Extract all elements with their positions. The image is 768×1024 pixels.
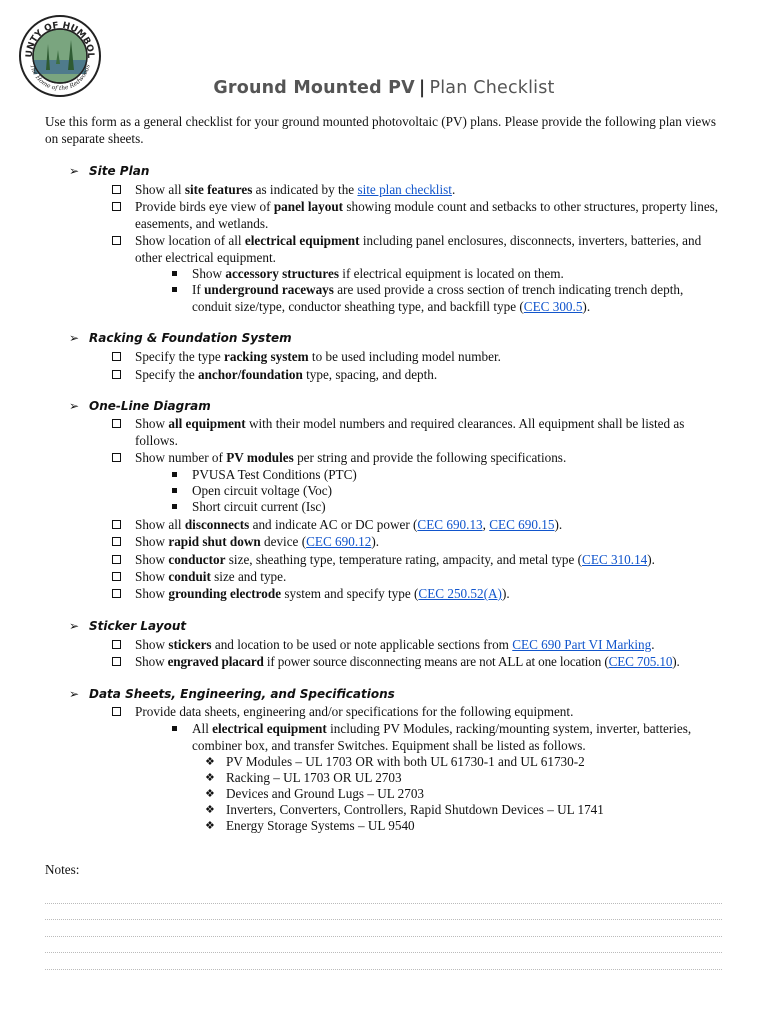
item-text: as indicated by the (252, 182, 358, 197)
diamond-bullet-icon: ❖ (205, 804, 215, 816)
section-data-sheets (69, 687, 395, 701)
checklist-item (112, 552, 724, 569)
title-separator: | (418, 78, 426, 98)
cec-310-14-link[interactable]: CEC 310.14 (582, 552, 648, 567)
item-text: Show (135, 654, 168, 669)
checkbox[interactable] (112, 657, 121, 666)
item-bold: site features (184, 182, 253, 197)
standard-item (205, 786, 705, 803)
item-text: Inverters, Converters, Controllers, Rapid Shutdown Devices – UL 1741 (226, 802, 604, 817)
item-bold: disconnects (184, 517, 250, 532)
item-bold: grounding electrode (168, 586, 282, 601)
standard-item (205, 818, 705, 835)
diamond-bullet-icon: ❖ (205, 788, 215, 800)
item-text: including PV Modules, racking/mounting system, inverter, batteries, combiner box, and transfer Switches. Equipment shall be listed as follows. (192, 721, 692, 753)
item-bold: PV modules (226, 450, 294, 465)
checklist-item (112, 517, 724, 534)
cec-250-52-link[interactable]: CEC 250.52(A) (418, 586, 502, 601)
item-text: Show (135, 569, 169, 584)
item-text: ). (582, 298, 591, 314)
item-text: . (651, 637, 655, 652)
item-text: Show (135, 552, 169, 567)
checkbox[interactable] (112, 236, 121, 245)
section-site-plan (69, 164, 149, 178)
item-text: size, sheathing type, temperature rating, ampacity, and metal type ( (225, 552, 583, 567)
item-text: Show (135, 586, 169, 601)
item-text: ). (672, 654, 680, 669)
checkbox[interactable] (112, 707, 121, 716)
item-text: , (482, 517, 490, 532)
section-sticker-layout (69, 619, 186, 633)
item-text: if power source disconnecting means are not ALL at one location ( (263, 654, 609, 669)
item-text: Show (192, 266, 226, 281)
section-racking (69, 331, 292, 345)
item-text: to be used including model number. (308, 349, 501, 364)
checkbox[interactable] (112, 419, 121, 428)
item-text: with their model numbers and required clearances. All equipment shall be listed as follows. (135, 416, 685, 448)
checklist-item (112, 637, 724, 654)
checkbox[interactable] (112, 640, 121, 649)
item-bold: underground raceways (204, 282, 334, 297)
sub-item (172, 721, 717, 754)
square-bullet-icon (172, 472, 177, 477)
item-bold: rapid shut down (168, 534, 261, 549)
item-text: ). (501, 586, 510, 601)
square-bullet-icon (172, 271, 177, 276)
item-text: Racking – UL 1703 OR UL 2703 (226, 770, 402, 785)
sub-item (172, 499, 717, 516)
item-text: If (192, 282, 205, 297)
notes-line[interactable] (45, 969, 722, 970)
checklist-item (112, 704, 724, 721)
item-text: Provide birds eye view of (135, 199, 274, 214)
item-bold: conduit (168, 569, 211, 584)
item-text: Show (135, 534, 169, 549)
item-text: ). (647, 552, 655, 567)
title-main: Ground Mounted PV (213, 78, 415, 98)
item-text: PVUSA Test Conditions (PTC) (192, 467, 357, 482)
notes-line[interactable] (45, 936, 722, 937)
checklist-item (112, 367, 724, 384)
arrow-bullet-icon: ➢ (69, 399, 80, 413)
item-text: Show number of (135, 450, 227, 465)
square-bullet-icon (172, 504, 177, 509)
cec-690-15-link[interactable]: CEC 690.15 (489, 517, 555, 532)
item-text: Specify the type (135, 349, 224, 364)
item-text: Show all (135, 182, 185, 197)
square-bullet-icon (172, 488, 177, 493)
item-text: ). (371, 534, 380, 549)
item-text: . (451, 182, 456, 197)
checkbox[interactable] (112, 352, 121, 361)
square-bullet-icon (172, 287, 177, 292)
section-heading: Site Plan (89, 164, 150, 178)
item-text: ). (554, 517, 563, 532)
site-plan-checklist-link[interactable]: site plan checklist (357, 182, 452, 197)
item-text: Show (135, 637, 169, 652)
item-text: type, spacing, and depth. (302, 367, 438, 382)
svg-text:COUNTY OF HUMBOLDT: UNTY OF HUMBOL (24, 20, 96, 59)
diamond-bullet-icon: ❖ (205, 820, 215, 832)
checkbox[interactable] (112, 520, 121, 529)
checklist-item (112, 233, 724, 266)
cec-690-part-vi-link[interactable]: CEC 690 Part VI Marking (512, 637, 652, 652)
item-text: Devices and Ground Lugs – UL 2703 (226, 786, 425, 801)
item-text: Show location of all (135, 233, 245, 248)
item-text: including panel enclosures, disconnects, inverters, batteries, and other electrical equipment. (135, 233, 702, 265)
checkbox[interactable] (112, 537, 121, 546)
item-text: Specify the (135, 367, 198, 382)
sub-item (172, 483, 717, 500)
item-bold: panel layout (273, 199, 344, 214)
checkbox[interactable] (112, 555, 121, 564)
arrow-bullet-icon: ➢ (69, 164, 80, 178)
item-text: and location to be used or note applicable sections from (211, 637, 513, 652)
item-bold: all equipment (168, 416, 246, 431)
item-text: per string and provide the following specifications. (293, 450, 567, 465)
section-heading: Data Sheets, Engineering, and Specifications (89, 687, 395, 701)
checkbox[interactable] (112, 370, 121, 379)
item-text: Open circuit voltage (Voc) (192, 483, 333, 498)
cec-690-13-link[interactable]: CEC 690.13 (417, 517, 483, 532)
item-bold: electrical equipment (212, 721, 327, 736)
item-text: PV Modules – UL 1703 OR with both UL 61730-1 and UL 61730-2 (226, 754, 585, 769)
sub-item (172, 467, 717, 484)
section-heading: Sticker Layout (89, 619, 187, 633)
svg-text:The Home of the Redwoods: The Home of the Redwoods (28, 63, 92, 93)
checklist-item (112, 349, 724, 366)
item-text: Show all (135, 517, 185, 532)
cec-705-10-link[interactable]: CEC 705.10 (608, 654, 673, 669)
item-bold: conductor (168, 552, 226, 567)
item-text: and indicate AC or DC power ( (249, 517, 418, 532)
item-text: Energy Storage Systems – UL 9540 (226, 818, 415, 833)
checklist-item (112, 416, 724, 449)
page-title (0, 78, 768, 98)
section-heading: Racking & Foundation System (89, 331, 292, 345)
checklist-item (112, 569, 724, 586)
cec-300-5-link[interactable]: CEC 300.5 (523, 298, 583, 314)
standard-item (205, 754, 705, 771)
item-bold: anchor/foundation (198, 367, 303, 382)
sub-item (172, 282, 717, 315)
section-one-line-diagram (69, 399, 211, 413)
intro-paragraph: Use this form as a general checklist for your ground mounted photovoltaic (PV) plans. Please provide the following plan views on separate sheets. (45, 114, 716, 146)
item-text: system and specify type ( (281, 586, 419, 601)
checklist-item (112, 586, 724, 603)
square-bullet-icon (172, 726, 177, 731)
item-text: Short circuit current (Isc) (192, 499, 326, 514)
notes-line[interactable] (45, 919, 722, 920)
diamond-bullet-icon: ❖ (205, 772, 215, 784)
notes-label: Notes: (45, 862, 80, 877)
title-sub: Plan Checklist (429, 78, 555, 98)
checklist-item (112, 654, 732, 671)
checkbox[interactable] (112, 589, 121, 598)
diamond-bullet-icon: ❖ (205, 756, 215, 768)
arrow-bullet-icon: ➢ (69, 687, 80, 701)
item-bold: electrical equipment (244, 233, 360, 248)
checkbox[interactable] (112, 202, 121, 211)
checkbox[interactable] (112, 185, 121, 194)
item-text: showing module count and setbacks to other structures, property lines, easements, and wetlands. (135, 199, 719, 231)
notes-line[interactable] (45, 903, 722, 904)
item-bold: engraved placard (167, 654, 264, 669)
item-bold: accessory structures (225, 266, 339, 281)
checklist-item (112, 182, 724, 199)
standard-item (205, 770, 705, 787)
item-text: if electrical equipment is located on them. (339, 266, 564, 281)
section-heading: One-Line Diagram (89, 399, 211, 413)
arrow-bullet-icon: ➢ (69, 331, 80, 345)
item-text: All (192, 721, 213, 736)
item-bold: racking system (224, 349, 309, 364)
cec-690-12-link[interactable]: CEC 690.12 (306, 534, 372, 549)
checklist-item (112, 450, 724, 467)
item-text: size and type. (210, 569, 287, 584)
sub-item (172, 266, 717, 283)
item-bold: stickers (168, 637, 212, 652)
arrow-bullet-icon: ➢ (69, 619, 80, 633)
checkbox[interactable] (112, 453, 121, 462)
item-text: device ( (260, 534, 307, 549)
item-text: Provide data sheets, engineering and/or specifications for the following equipment. (135, 704, 574, 719)
checkbox[interactable] (112, 572, 121, 581)
notes-line[interactable] (45, 952, 722, 953)
item-text: are used provide a cross section of trench indicating trench depth, conduit size/type, conductor sheathing type, and backfill type ( (192, 282, 684, 314)
standard-item (205, 802, 705, 819)
item-text: Show (135, 416, 169, 431)
checklist-item (112, 534, 724, 551)
checklist-item (112, 199, 724, 232)
